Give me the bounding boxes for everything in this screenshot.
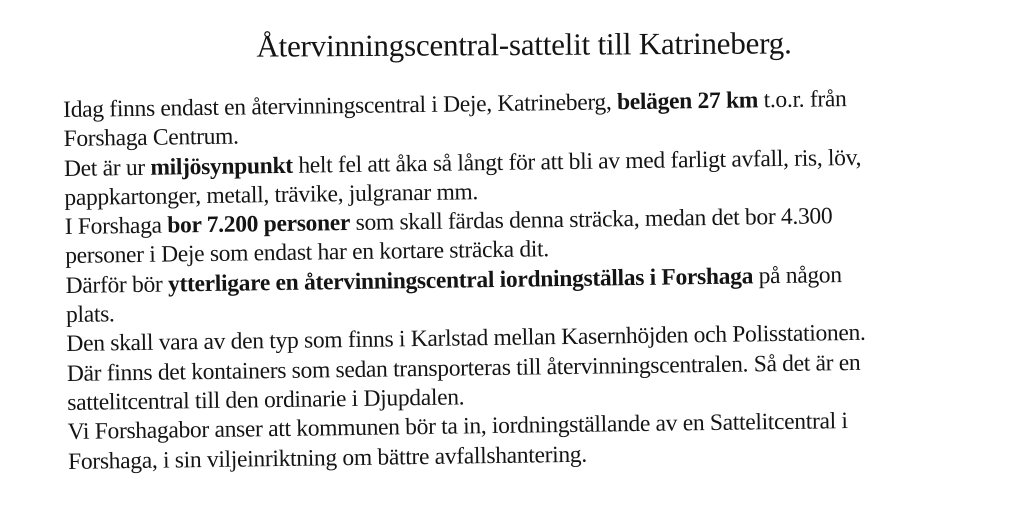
line-text: Den skall vara av den typ som finns i Karlstad mellan Kasernhöjden och Polisstationen. — [66, 320, 866, 358]
line-text: t.o.r. från — [757, 86, 847, 114]
line-text: Det är ur — [63, 154, 151, 182]
line-text: sattelitcentral till den ordinarie i Djupdalen. — [67, 384, 465, 416]
line-bold-text: belägen 27 km — [616, 87, 759, 116]
line-text: Forshaga, i sin viljeinriktning om bättre avfallshantering. — [67, 441, 588, 475]
line-text: på någon — [752, 261, 842, 290]
line-text: Idag finns endast en återvinningscentral i Deje, Katrineberg, — [63, 89, 618, 123]
line-text: Vi Forshagabor anser att kommunen bör ta in, iordningställande av en Sattelitcentral i — [67, 408, 848, 446]
line-text: som skall färdas denna sträcka, medan det bor 4.300 — [349, 203, 833, 237]
line-text: helt fel att åka så långt för att bli av med farligt avfall, ris, löv, — [292, 144, 862, 179]
line-text: Därför bör — [65, 271, 169, 299]
document-body — [63, 83, 1018, 477]
line-text: plats. — [65, 301, 115, 329]
line-text: pappkartonger, metall, trävike, julgranar mm. — [64, 179, 479, 211]
line-text: Forshaga Centrum. — [63, 123, 239, 153]
document-title: Återvinningscentral-sattelit till Katrineberg. — [256, 25, 792, 64]
line-text: Där finns det kontainers som sedan transporteras till återvinningscentralen. Så det är en — [66, 349, 861, 387]
line-text: I Forshaga — [64, 212, 168, 241]
line-text: personer i Deje som endast har en kortare sträcka dit. — [65, 236, 550, 270]
line-bold-text: bor 7.200 personer — [167, 210, 351, 239]
line-bold-text: ytterligare en återvinningscentral iordningställas i Forshaga — [167, 263, 754, 298]
line-bold-text: miljösynpunkt — [150, 152, 293, 181]
